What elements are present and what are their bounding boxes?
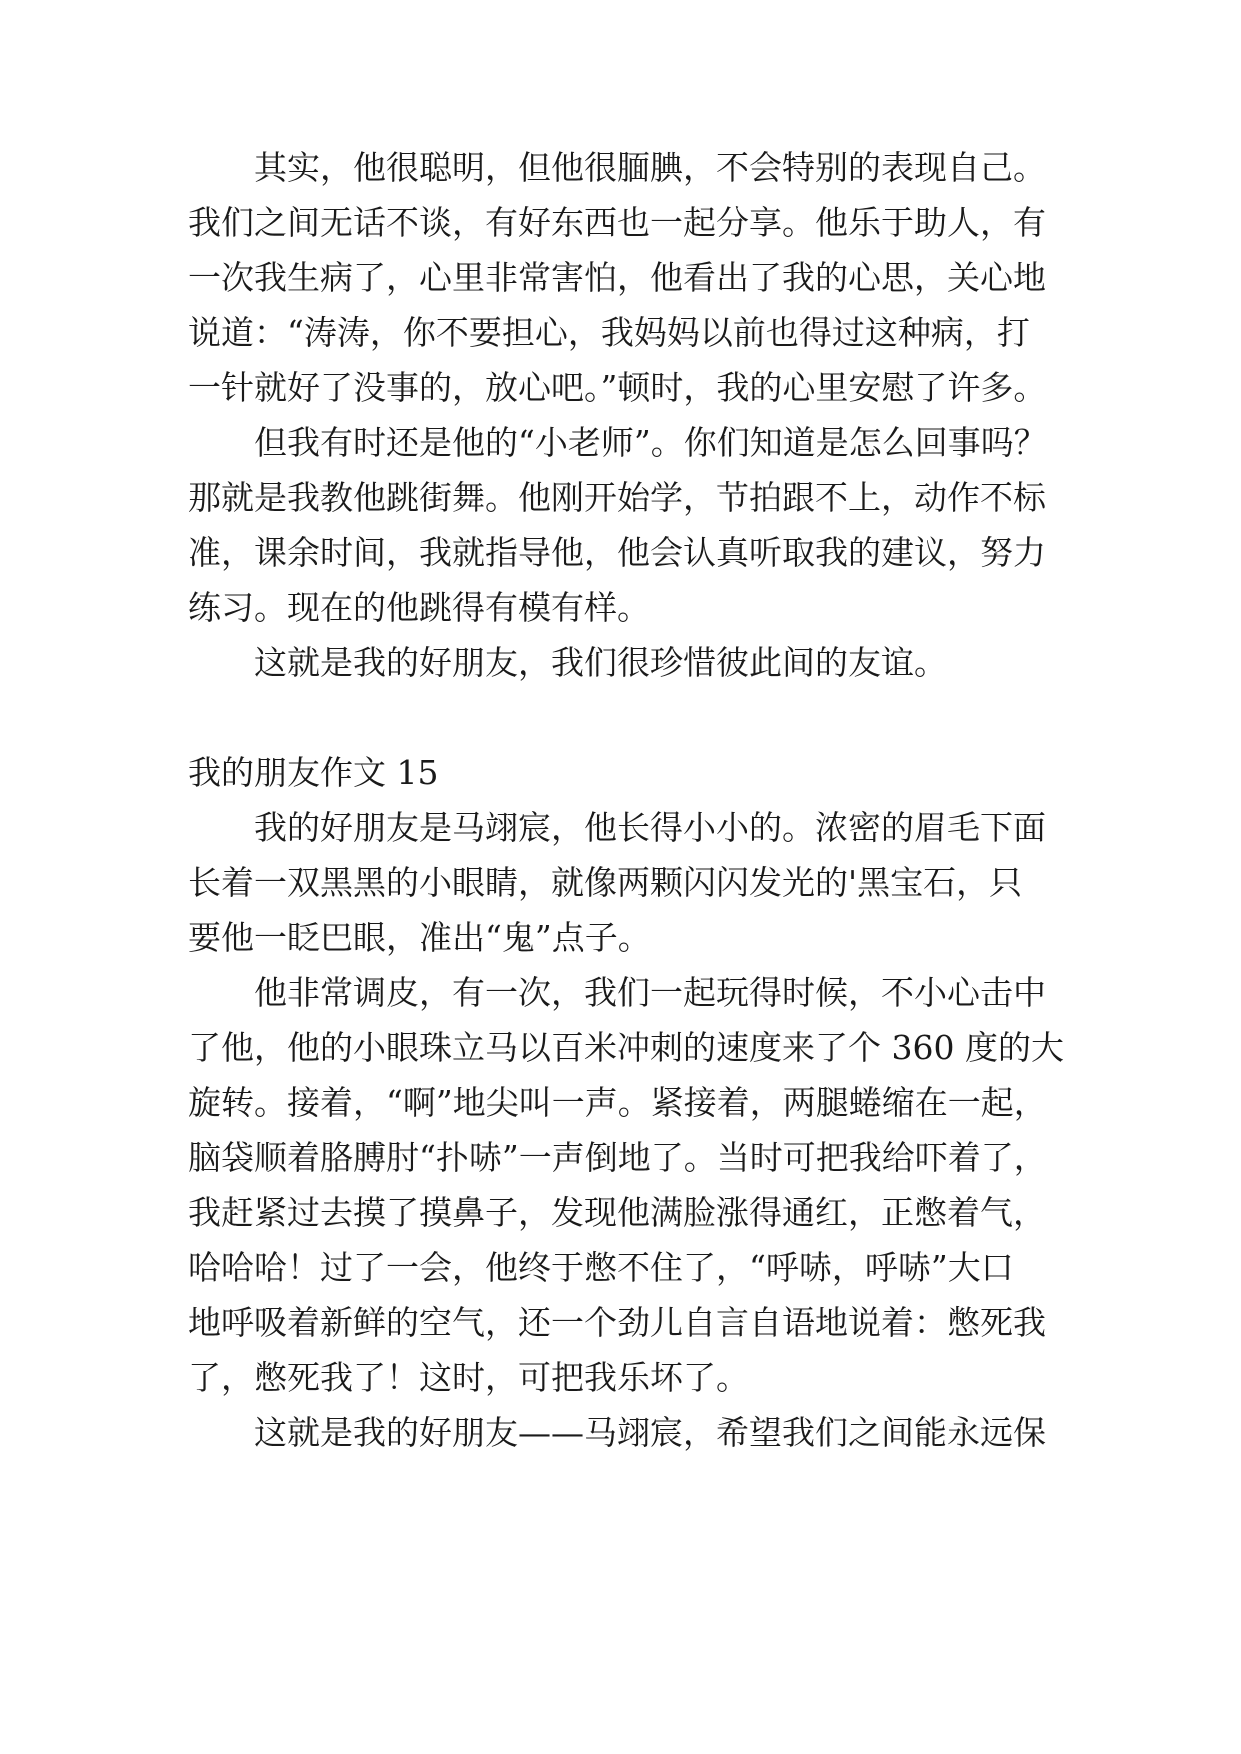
- paragraph-line: 准，课余时间，我就指导他，他会认真听取我的建议，努力: [188, 533, 1046, 572]
- section-heading: 我的朋友作文 15: [188, 753, 439, 792]
- paragraph-line: 一次我生病了，心里非常害怕，他看出了我的心思，关心地: [188, 258, 1046, 297]
- paragraph-line: 哈哈哈！过了一会，他终于憋不住了，“呼哧，呼哧”大口: [188, 1248, 1014, 1287]
- paragraph-line: 地呼吸着新鲜的空气，还一个劲儿自言自语地说着：憋死我: [188, 1303, 1046, 1342]
- paragraph-line: 说道：“涛涛，你不要担心，我妈妈以前也得过这种病，打: [188, 313, 1030, 352]
- paragraph-line: 长着一双黑黑的小眼睛，就像两颗闪闪发光的'黑宝石，只: [188, 863, 1023, 902]
- paragraph-line: 脑袋顺着胳膊肘“扑哧”一声倒地了。当时可把我给吓着了，: [188, 1138, 1047, 1177]
- paragraph-line: 他非常调皮，有一次，我们一起玩得时候，不小心击中: [188, 973, 1046, 1012]
- paragraph-line: 旋转。接着，“啊”地尖叫一声。紧接着，两腿蜷缩在一起，: [188, 1083, 1047, 1122]
- paragraph-line: 但我有时还是他的“小老师”。你们知道是怎么回事吗？: [188, 423, 1047, 462]
- paragraph-line: 那就是我教他跳街舞。他刚开始学，节拍跟不上，动作不标: [188, 478, 1046, 517]
- paragraph-line: 这就是我的好朋友，我们很珍惜彼此间的友谊。: [188, 643, 947, 682]
- paragraph-line: 了，憋死我了！这时，可把我乐坏了。: [188, 1358, 749, 1397]
- paragraph-line: 要他一眨巴眼，准出“鬼”点子。: [188, 918, 651, 957]
- paragraph-line: 我们之间无话不谈，有好东西也一起分享。他乐于助人，有: [188, 203, 1046, 242]
- paragraph-line: 一针就好了没事的，放心吧。”顿时，我的心里安慰了许多。: [188, 368, 1047, 407]
- paragraph-line: 其实，他很聪明，但他很腼腆，不会特别的表现自己。: [188, 148, 1046, 187]
- paragraph-line: 这就是我的好朋友——马翊宸，希望我们之间能永远保: [188, 1413, 1046, 1452]
- paragraph-line: 我赶紧过去摸了摸鼻子，发现他满脸涨得通红，正憋着气，: [188, 1193, 1046, 1232]
- paragraph-line: 练习。现在的他跳得有模有样。: [188, 588, 650, 627]
- paragraph-line: 我的好朋友是马翊宸，他长得小小的。浓密的眉毛下面: [188, 808, 1046, 847]
- paragraph-line: 了他，他的小眼珠立马以百米冲刺的速度来了个 360 度的大: [188, 1028, 1064, 1067]
